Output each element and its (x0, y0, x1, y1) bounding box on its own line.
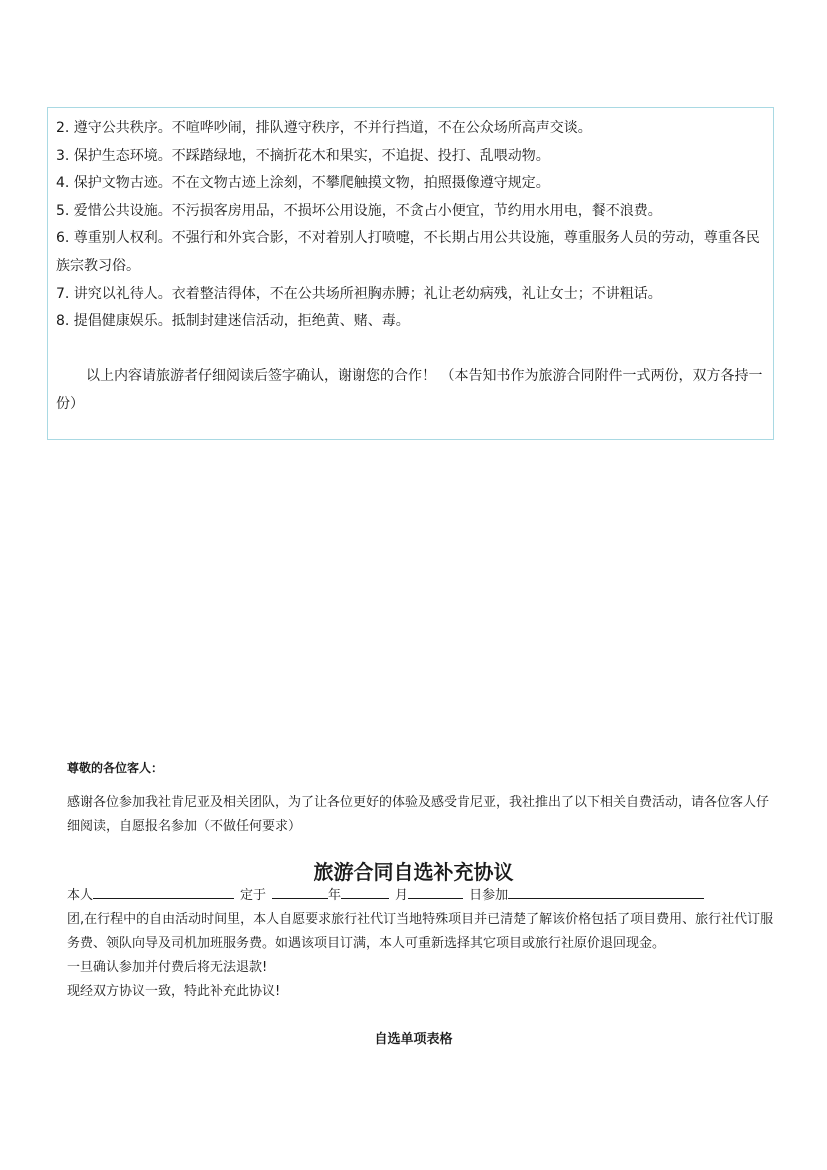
table-title: 自选单项表格 (374, 1032, 453, 1047)
agreement-fill-line (67, 884, 777, 908)
month-field[interactable] (341, 884, 389, 899)
notice-text (56, 115, 768, 419)
greeting: 尊敬的各位客人： (67, 761, 164, 775)
date-label: 定于 (240, 888, 267, 903)
person-label: 本人 (67, 888, 94, 903)
no-refund-note: 一旦确认参加并付费后将无法退款! (67, 960, 268, 975)
notice-item-7: 7. 讲究以礼待人。衣着整洁得体，不在公共场所袒胸赤膊；礼让老幼病残，礼让女士；不讲粗话。 (56, 285, 662, 302)
notice-box (47, 107, 774, 440)
tour-group-field[interactable] (508, 884, 704, 899)
day-field[interactable] (408, 884, 463, 899)
day-label: 日参加 (469, 888, 509, 903)
agreement-body (67, 884, 777, 1004)
notice-item-2: 2. 遵守公共秩序。不喧哗吵闹，排队遵守秩序，不并行挡道，不在公众场所高声交谈。 (56, 120, 592, 136)
notice-item-5: 5. 爱惜公共设施。不污损客房用品，不损坏公用设施，不贪占小便宜，节约用水用电，餐不浪费。 (56, 202, 662, 219)
notice-item-3: 3. 保护生态环境。不踩踏绿地，不摘折花木和果实，不追捉、投打、乱喂动物。 (56, 147, 550, 164)
year-label: 年 (328, 888, 342, 903)
name-field[interactable] (93, 884, 234, 899)
agreement-conclusion: 现经双方协议一致，特此补充此协议! (67, 984, 281, 999)
spacer (56, 336, 768, 364)
month-label: 月 (395, 888, 409, 903)
agreement-terms: 团,在行程中的自由活动时间里，本人自愿要求旅行社代订当地特殊项目并已清楚了解该价格包括了项目费用、旅行社代订服务费、领队向导及司机加班服务费。如遇该项目订满，本人可重新选择其它项目或旅行社原价退回现金。 (67, 912, 774, 951)
notice-closing: 以上内容请旅游者仔细阅读后签字确认，谢谢您的合作！ （本告知书作为旅游合同附件一式两份，双方各持一份） (56, 368, 763, 412)
year-field[interactable] (272, 884, 328, 899)
notice-item-8: 8. 提倡健康娱乐。抵制封建迷信活动，拒绝黄、赌、毒。 (56, 313, 410, 330)
intro-paragraph: 感谢各位参加我社肯尼亚及相关团队，为了让各位更好的体验及感受肯尼亚，我社推出了以下相关自费活动，请各位客人仔细阅读，自愿报名参加（不做任何要求） (67, 795, 770, 834)
agreement-title: 旅游合同自选补充协议 (313, 860, 514, 884)
notice-item-4: 4. 保护文物古迹。不在文物古迹上涂刻，不攀爬触摸文物，拍照摄像遵守规定。 (56, 175, 550, 192)
notice-item-6: 6. 尊重别人权利。不强行和外宾合影，不对着别人打喷嚏，不长期占用公共设施，尊重服务人员的劳动，尊重各民族宗教习俗。 (56, 230, 760, 274)
